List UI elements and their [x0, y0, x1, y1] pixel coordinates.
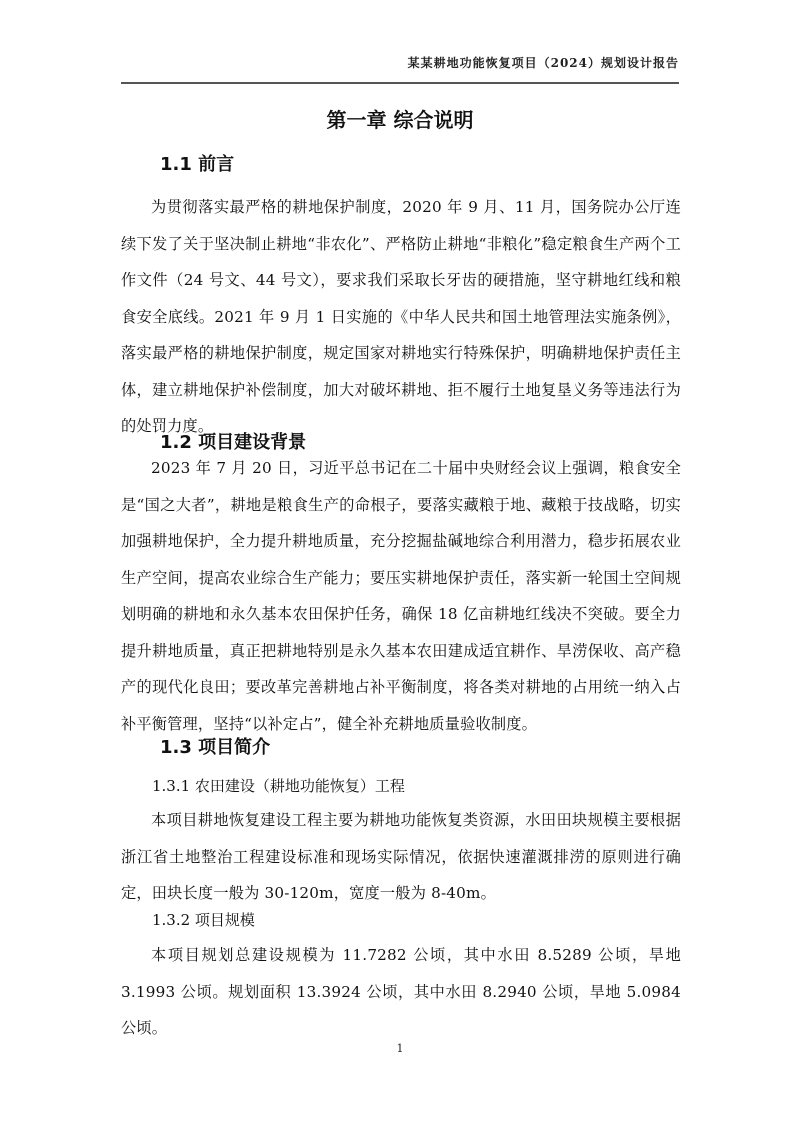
paragraph-project-scale: 本项目规划总建设规模为 11.7282 公顷，其中水田 8.5289 公顷，旱地 3.1993 公顷。规划面积 13.3924 公顷，其中水田 8.2940 公顷，旱地 5.0984 公顷。 [121, 946, 681, 1037]
paragraph-background: 2023 年 7 月 20 日，习近平总书记在二十届中央财经会议上强调，粮食安全是“国之大者”，耕地是粮食生产的命根子，要落实藏粮于地、藏粮于技战略，切实加强耕地保护，全力提升耕地质量，充分挖掘盐碱地综合利用潜力，稳步拓展农业生产空间，提高农业综合生产能力；要压实耕地保护责任，落实新一轮国土空间规划明确的耕地和永久基本农田保护任务，确保 18 亿亩耕地红线决不突破。要全力提升耕地质量，真正把耕地特别是永久基本农田建成适宜耕作、旱涝保收、高产稳产的现代化良田；要改革完善耕地占补平衡制度，将各类对耕地的占用统一纳入占补平衡管理，坚持“以补定占”，健全补充耕地质量验收制度。 [121, 459, 681, 733]
page-number: 1 [396, 1042, 404, 1055]
subsection-heading-1-3-2: 1.3.2 项目规模 [152, 911, 255, 929]
paragraph-preface: 为贯彻落实最严格的耕地保护制度，2020 年 9 月、11 月，国务院办公厅连续下发了关于坚决制止耕地“非农化”、严格防止耕地“非粮化”稳定粮食生产两个工作文件（24 号文、44 号文），要求我们采取长牙齿的硬措施，坚守耕地红线和粮食安全底线。2021 年 9 月 1 日实施的《中华人民共和国土地管理法实施条例》，落实最严格的耕地保护制度，规定国家对耕地实行特殊保护，明确耕地保护责任主体，建立耕地保护补偿制度，加大对破坏耕地、拒不履行土地复垦义务等违法行为的处罚力度。 [121, 198, 681, 435]
section-heading-1-1: 1.1 前言 [160, 154, 235, 175]
paragraph-farmland-construction: 本项目耕地恢复建设工程主要为耕地功能恢复类资源，水田田块规模主要根据浙江省土地整治工程建设标准和现场实际情况，依据快速灌溉排涝的原则进行确定，田块长度一般为 30-120m，宽度一般为 8-40m。 [121, 811, 681, 902]
subsection-heading-1-3-1: 1.3.1 农田建设（耕地功能恢复）工程 [152, 777, 405, 795]
section-heading-1-2: 1.2 项目建设背景 [160, 432, 307, 453]
section-heading-1-3: 1.3 项目简介 [160, 737, 271, 758]
chapter-title: 第一章 综合说明 [326, 108, 474, 132]
running-header: 某某耕地功能恢复项目（2024）规划设计报告 [121, 52, 679, 84]
